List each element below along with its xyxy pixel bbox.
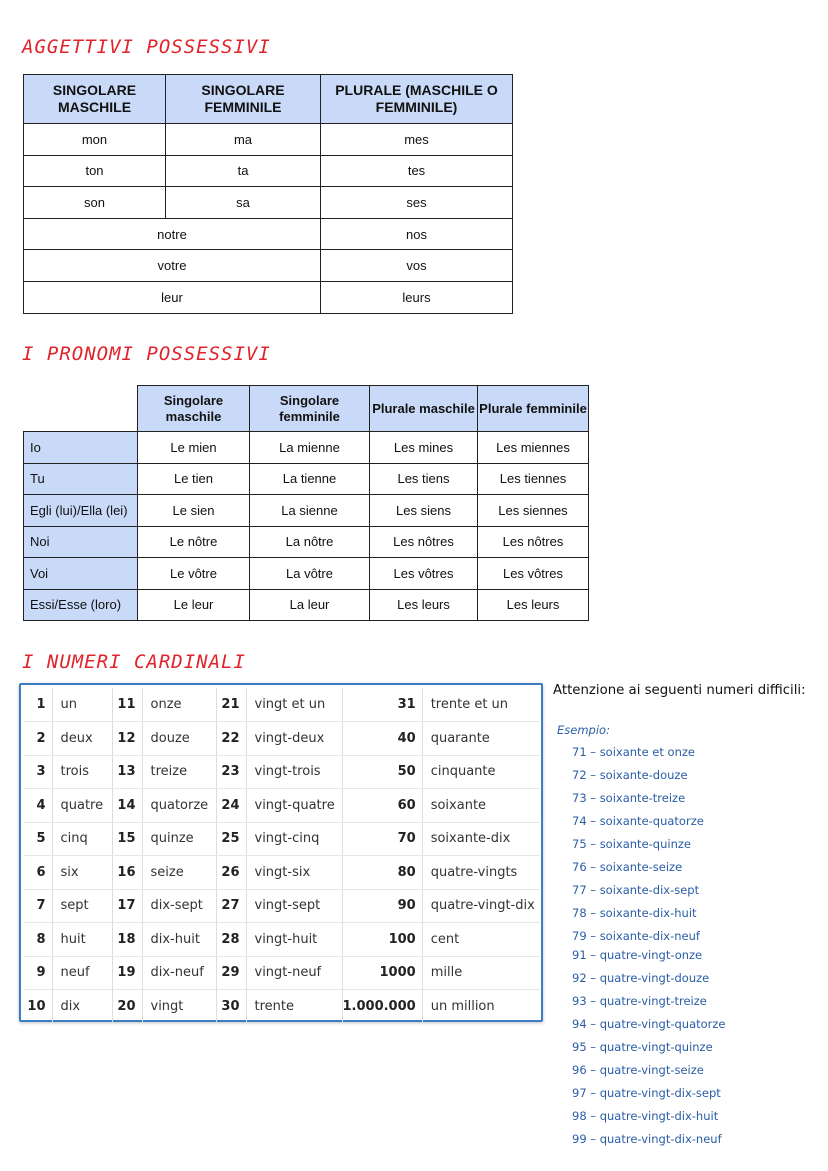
word-cell: vingt-huit <box>246 923 342 957</box>
number-cell: 30 <box>216 990 246 1024</box>
number-cell: 20 <box>112 990 142 1024</box>
empty-corner-cell <box>24 386 138 432</box>
number-cell: 19 <box>112 956 142 990</box>
table-cell: Les leurs <box>478 589 589 621</box>
table-cell: Les siens <box>370 495 478 527</box>
table-row <box>24 558 589 590</box>
number-cell: 1 <box>24 688 52 722</box>
list-item: 95 – quatre-vingt-quinze <box>572 1040 713 1054</box>
table-cell: nos <box>321 218 513 250</box>
list-item: 74 – soixante-quatorze <box>572 814 704 828</box>
example-label: Esempio: <box>557 723 610 737</box>
table-cell: votre <box>24 250 321 282</box>
word-cell: cent <box>422 923 540 957</box>
word-cell: seize <box>142 856 216 890</box>
word-cell: neuf <box>52 956 112 990</box>
number-cell: 23 <box>216 755 246 789</box>
table-cell: Le sien <box>138 495 250 527</box>
number-cell: 3 <box>24 755 52 789</box>
table-cell: La sienne <box>250 495 370 527</box>
list-item: 92 – quatre-vingt-douze <box>572 971 710 985</box>
table-cell: La tienne <box>250 463 370 495</box>
number-cell: 1000 <box>342 956 422 990</box>
header-cell: SINGOLARE FEMMINILE <box>166 75 321 124</box>
word-cell: vingt-neuf <box>246 956 342 990</box>
table-row <box>24 822 540 856</box>
list-item: 73 – soixante-treize <box>572 791 686 805</box>
table-cell: Les vôtres <box>478 558 589 590</box>
word-cell: quatre-vingt-dix <box>422 889 540 923</box>
row-header-cell: Tu <box>24 463 138 495</box>
table-row <box>24 589 589 621</box>
table-row <box>24 990 540 1024</box>
table-row <box>24 463 589 495</box>
number-cell: 21 <box>216 688 246 722</box>
list-item: 79 – soixante-dix-neuf <box>572 929 700 943</box>
header-cell: Plurale maschile <box>370 386 478 432</box>
table-cell: La leur <box>250 589 370 621</box>
table-row <box>24 722 540 756</box>
row-header-cell: Voi <box>24 558 138 590</box>
number-cell: 1.000.000 <box>342 990 422 1024</box>
number-cell: 11 <box>112 688 142 722</box>
table-header-row <box>24 386 589 432</box>
table-cell: Les tiens <box>370 463 478 495</box>
word-cell: six <box>52 856 112 890</box>
word-cell: cinq <box>52 822 112 856</box>
table-row <box>24 281 513 313</box>
header-cell: Singolare maschile <box>138 386 250 432</box>
number-cell: 16 <box>112 856 142 890</box>
table-row <box>24 526 589 558</box>
list-item: 97 – quatre-vingt-dix-sept <box>572 1086 721 1100</box>
word-cell: vingt-trois <box>246 755 342 789</box>
word-cell: douze <box>142 722 216 756</box>
table-cell: Les siennes <box>478 495 589 527</box>
table-cell: Les miennes <box>478 432 589 464</box>
word-cell: un <box>52 688 112 722</box>
table-cell: son <box>24 187 166 219</box>
table-row <box>24 432 589 464</box>
list-item: 93 – quatre-vingt-treize <box>572 994 707 1008</box>
number-cell: 25 <box>216 822 246 856</box>
word-cell: treize <box>142 755 216 789</box>
table-cell: Les tiennes <box>478 463 589 495</box>
number-cell: 26 <box>216 856 246 890</box>
word-cell: huit <box>52 923 112 957</box>
word-cell: quarante <box>422 722 540 756</box>
list-item: 71 – soixante et onze <box>572 745 695 759</box>
header-cell: Plurale femminile <box>478 386 589 432</box>
word-cell: cinquante <box>422 755 540 789</box>
number-cell: 2 <box>24 722 52 756</box>
table-row <box>24 789 540 823</box>
table-cell: leurs <box>321 281 513 313</box>
number-cell: 22 <box>216 722 246 756</box>
attention-note: Attenzione ai seguenti numeri difficili: <box>553 683 806 698</box>
row-header-cell: Io <box>24 432 138 464</box>
word-cell: soixante <box>422 789 540 823</box>
number-cell: 80 <box>342 856 422 890</box>
table-cell: ton <box>24 155 166 187</box>
table-cell: Le nôtre <box>138 526 250 558</box>
section-title-possessive-pronouns: I PRONOMI POSSESSIVI <box>22 343 271 365</box>
table-cell: La mienne <box>250 432 370 464</box>
number-cell: 24 <box>216 789 246 823</box>
word-cell: sept <box>52 889 112 923</box>
word-cell: trois <box>52 755 112 789</box>
word-cell: dix-huit <box>142 923 216 957</box>
table-cell: Le leur <box>138 589 250 621</box>
number-cell: 7 <box>24 889 52 923</box>
word-cell: vingt-sept <box>246 889 342 923</box>
table-row <box>24 218 513 250</box>
list-item: 76 – soixante-seize <box>572 860 683 874</box>
number-cell: 15 <box>112 822 142 856</box>
number-cell: 27 <box>216 889 246 923</box>
table-row <box>24 755 540 789</box>
table-cell: Les leurs <box>370 589 478 621</box>
number-cell: 4 <box>24 789 52 823</box>
table-cell: La vôtre <box>250 558 370 590</box>
table-row <box>24 923 540 957</box>
list-item: 75 – soixante-quinze <box>572 837 691 851</box>
table-row <box>24 187 513 219</box>
number-cell: 6 <box>24 856 52 890</box>
row-header-cell: Egli (lui)/Ella (lei) <box>24 495 138 527</box>
list-item: 99 – quatre-vingt-dix-neuf <box>572 1132 722 1146</box>
number-cell: 17 <box>112 889 142 923</box>
word-cell: dix <box>52 990 112 1024</box>
number-cell: 40 <box>342 722 422 756</box>
table-cell: Les nôtres <box>478 526 589 558</box>
word-cell: soixante-dix <box>422 822 540 856</box>
cardinal-numbers-table <box>24 688 540 1023</box>
possessive-pronouns-table <box>23 385 589 621</box>
word-cell: vingt-quatre <box>246 789 342 823</box>
word-cell: deux <box>52 722 112 756</box>
table-cell: ta <box>166 155 321 187</box>
row-header-cell: Noi <box>24 526 138 558</box>
table-cell: Les mines <box>370 432 478 464</box>
table-cell: Les nôtres <box>370 526 478 558</box>
number-cell: 9 <box>24 956 52 990</box>
word-cell: trente et un <box>422 688 540 722</box>
list-item: 98 – quatre-vingt-dix-huit <box>572 1109 719 1123</box>
table-row <box>24 250 513 282</box>
table-row <box>24 856 540 890</box>
list-item: 72 – soixante-douze <box>572 768 688 782</box>
word-cell: quinze <box>142 822 216 856</box>
word-cell: vingt-six <box>246 856 342 890</box>
list-item: 77 – soixante-dix-sept <box>572 883 700 897</box>
number-cell: 31 <box>342 688 422 722</box>
table-cell: Les vôtres <box>370 558 478 590</box>
list-item: 94 – quatre-vingt-quatorze <box>572 1017 726 1031</box>
number-cell: 14 <box>112 789 142 823</box>
header-cell: PLURALE (MASCHILE O FEMMINILE) <box>321 75 513 124</box>
table-cell: leur <box>24 281 321 313</box>
word-cell: dix-neuf <box>142 956 216 990</box>
table-cell: vos <box>321 250 513 282</box>
table-row <box>24 124 513 156</box>
table-cell: mon <box>24 124 166 156</box>
table-cell: La nôtre <box>250 526 370 558</box>
number-cell: 12 <box>112 722 142 756</box>
header-cell: Singolare femminile <box>250 386 370 432</box>
table-cell: tes <box>321 155 513 187</box>
table-cell: Le tien <box>138 463 250 495</box>
header-cell: SINGOLARE MASCHILE <box>24 75 166 124</box>
number-cell: 13 <box>112 755 142 789</box>
word-cell: vingt et un <box>246 688 342 722</box>
number-cell: 18 <box>112 923 142 957</box>
cardinal-numbers-box <box>19 683 543 1022</box>
possessive-adjectives-table <box>23 74 513 314</box>
word-cell: dix-sept <box>142 889 216 923</box>
table-row <box>24 956 540 990</box>
word-cell: trente <box>246 990 342 1024</box>
table-cell: ses <box>321 187 513 219</box>
table-cell: mes <box>321 124 513 156</box>
number-cell: 100 <box>342 923 422 957</box>
table-cell: ma <box>166 124 321 156</box>
table-row <box>24 155 513 187</box>
table-cell: Le vôtre <box>138 558 250 590</box>
number-cell: 70 <box>342 822 422 856</box>
word-cell: mille <box>422 956 540 990</box>
table-row <box>24 889 540 923</box>
section-title-cardinal-numbers: I NUMERI CARDINALI <box>22 651 246 673</box>
number-cell: 10 <box>24 990 52 1024</box>
word-cell: quatre-vingts <box>422 856 540 890</box>
number-cell: 28 <box>216 923 246 957</box>
list-item: 96 – quatre-vingt-seize <box>572 1063 704 1077</box>
row-header-cell: Essi/Esse (loro) <box>24 589 138 621</box>
word-cell: vingt-deux <box>246 722 342 756</box>
number-cell: 5 <box>24 822 52 856</box>
table-header-row <box>24 75 513 124</box>
number-cell: 8 <box>24 923 52 957</box>
word-cell: vingt-cinq <box>246 822 342 856</box>
word-cell: vingt <box>142 990 216 1024</box>
word-cell: un million <box>430 999 495 1014</box>
table-row <box>24 688 540 722</box>
table-cell: notre <box>24 218 321 250</box>
table-cell: Le mien <box>138 432 250 464</box>
number-cell: 90 <box>342 889 422 923</box>
word-cell: quatre <box>52 789 112 823</box>
list-item: 91 – quatre-vingt-onze <box>572 948 703 962</box>
section-title-possessive-adjectives: AGGETTIVI POSSESSIVI <box>22 36 271 58</box>
table-cell: sa <box>166 187 321 219</box>
word-cell: onze <box>142 688 216 722</box>
number-cell: 60 <box>342 789 422 823</box>
number-cell: 29 <box>216 956 246 990</box>
list-item: 78 – soixante-dix-huit <box>572 906 697 920</box>
word-cell: quatorze <box>142 789 216 823</box>
table-row <box>24 495 589 527</box>
number-cell: 50 <box>342 755 422 789</box>
